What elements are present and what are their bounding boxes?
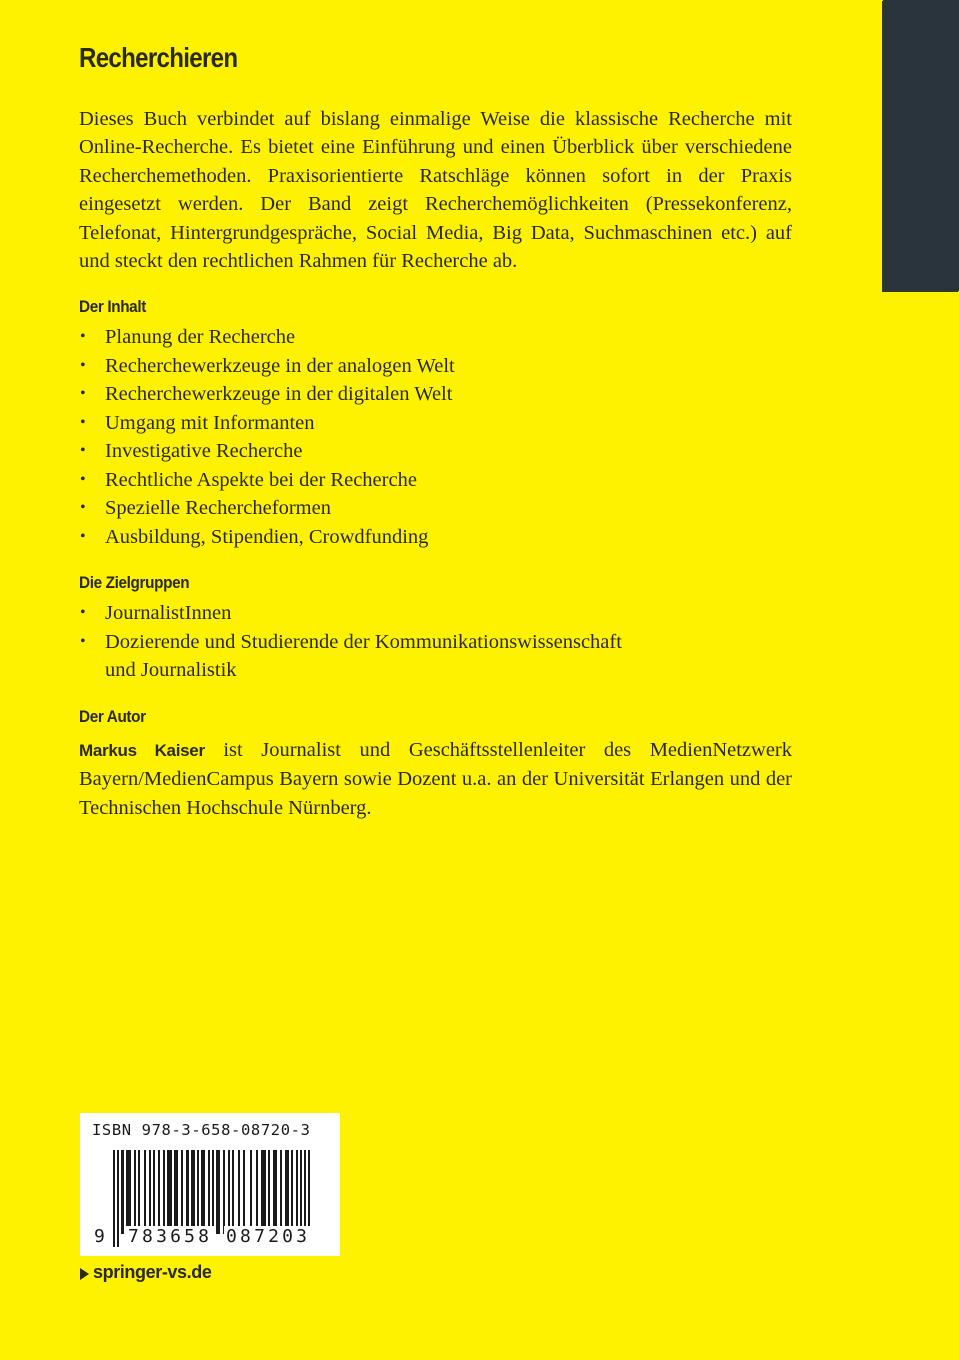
author-heading: Der Autor	[79, 707, 146, 726]
book-description: Dieses Buch verbindet auf bislang einmalige Weise die klassische Recherche mit Online-Recherche. Es bietet eine Einführung und einen Überblick über verschiedene Recherchemethoden. Praxisorientierte Ratschläge können sofort in der Praxis eingesetzt werden. Der Band zeigt Recherchemöglichkeiten (Pressekonferenz, Telefonat, Hintergrundgespräche, Social Media, Big Data, Suchmaschinen etc.) auf und steckt den rechtlichen Rahmen für Recherche ab.	[79, 108, 792, 273]
audience-heading: Die Zielgruppen	[79, 573, 190, 592]
list-item: • Spezielle Rechercheformen	[79, 494, 455, 523]
bullet-icon: •	[80, 328, 86, 345]
isbn-label: ISBN 978-3-658-08720-3	[92, 1121, 311, 1139]
ean-right-digits: 087203	[226, 1226, 311, 1247]
contents-heading: Der Inhalt	[79, 297, 146, 316]
audience-list	[79, 599, 622, 685]
contents-list	[79, 323, 455, 551]
isbn-barcode	[80, 1113, 340, 1256]
list-item: • Umgang mit Informanten	[79, 409, 455, 438]
list-item: • JournalistInnen	[79, 599, 622, 628]
list-item: • Ausbildung, Stipendien, Crowdfunding	[79, 523, 455, 552]
list-item: • Investigative Recherche	[79, 437, 455, 466]
bullet-icon: •	[80, 527, 86, 545]
list-item: • Planung der Recherche	[79, 323, 455, 352]
bullet-icon: •	[80, 442, 86, 459]
bullet-icon: •	[80, 413, 86, 431]
publisher-website-link[interactable]	[80, 1262, 211, 1283]
bullet-icon: •	[80, 499, 86, 516]
list-item: • Recherchewerkzeuge in der analogen Welt	[79, 352, 455, 381]
bullet-icon: •	[80, 385, 86, 402]
arrow-right-icon	[80, 1268, 89, 1280]
ean-first-digit: 9	[94, 1226, 105, 1247]
list-item: • Recherchewerkzeuge in der digitalen Welt	[79, 380, 455, 409]
bullet-icon: •	[80, 632, 86, 650]
list-item-continuation: und Journalistik	[105, 659, 237, 681]
book-title: Recherchieren	[79, 42, 238, 73]
list-item: • Rechtliche Aspekte bei der Recherche	[79, 466, 455, 495]
author-name: Markus Kaiser	[79, 741, 205, 760]
list-item: • Dozierende und Studierende der Kommunikationswissenschaft	[79, 628, 622, 657]
author-bio: Markus Kaiser ist Journalist und Geschäftsstellenleiter des MedienNetzwerk Bayern/MedienCampus Bayern sowie Dozent u.a. an der Universität Erlangen und der Technischen Hochschule Nürnberg.	[79, 739, 793, 819]
bullet-icon: •	[80, 604, 86, 621]
dark-corner-block	[883, 0, 959, 291]
ean-left-digits: 783658	[128, 1226, 213, 1247]
bullet-icon: •	[80, 356, 86, 374]
bullet-icon: •	[80, 470, 86, 488]
publisher-label: springer-vs.de	[93, 1262, 212, 1282]
